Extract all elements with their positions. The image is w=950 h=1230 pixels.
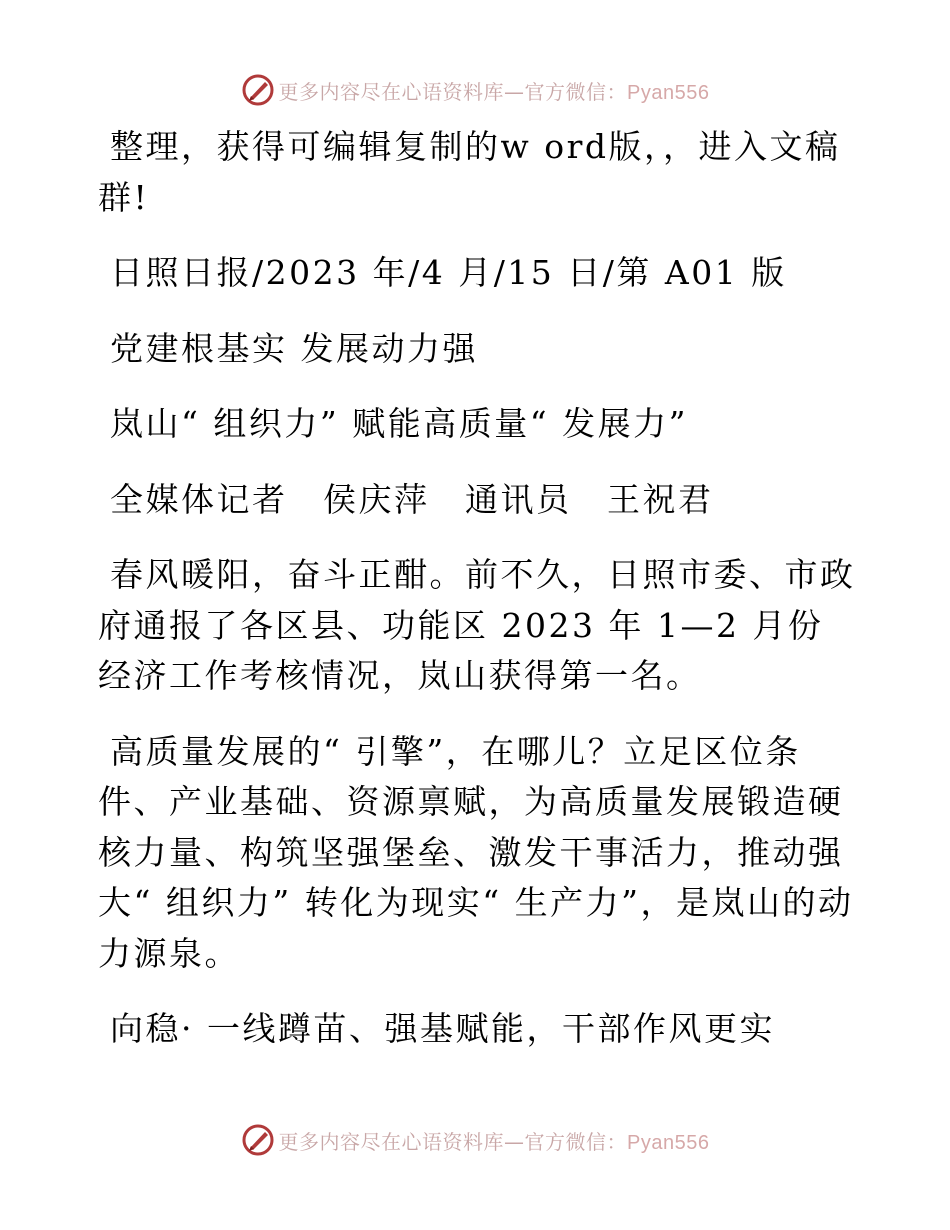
header-watermark [0,70,950,110]
paragraph-section-heading: 向稳· 一线蹲苗、强基赋能，干部作风更实 [110,1009,775,1048]
watermark-text [279,76,710,105]
paragraph-headline: 党建根基实 发展动力强 [110,328,478,368]
paragraph-source-line: 日照日报/2023 年/4 月/15 日/第 A01 版 [110,253,787,292]
watermark-text [279,1126,710,1155]
footer-watermark [0,1120,950,1160]
pen-logo-icon [241,1123,275,1157]
paragraph-intro: 整理，获得可编辑复制的w ord版，，进入文稿群! [98,127,841,217]
watermark-main: 更多内容尽在心语资料库 [278,1129,505,1154]
watermark-suffix: 官方微信： [524,1129,628,1154]
watermark-dash: — [504,79,525,104]
paragraph-body-2: 高质量发展的“ 引擎”，在哪儿？立足区位条件、产业基础、资源禀赋，为高质量发展锻造硬核力量、构筑坚强堡垒、激发干事活力，推动强大“ 组织力” 转化为现实“ 生产力”，是岚山的动力源泉。 [98,731,854,973]
pen-logo-icon [241,73,275,107]
watermark-wechat: Pyan556 [627,1131,710,1154]
watermark-main: 更多内容尽在心语资料库 [278,79,505,104]
watermark-dash: — [504,1129,525,1154]
document-body [98,122,858,1080]
watermark-suffix: 官方微信： [524,79,628,104]
paragraph-subheadline: 岚山“ 组织力” 赋能高质量“ 发展力” [110,404,688,443]
paragraph-byline: 全媒体记者 侯庆萍 通讯员 王祝君 [110,479,714,519]
paragraph-body-1: 春风暖阳，奋斗正酣。前不久，日照市委、市政府通报了各区县、功能区 2023 年 1—2 月份经济工作考核情况，岚山获得第一名。 [98,555,856,695]
watermark-wechat: Pyan556 [627,81,710,104]
